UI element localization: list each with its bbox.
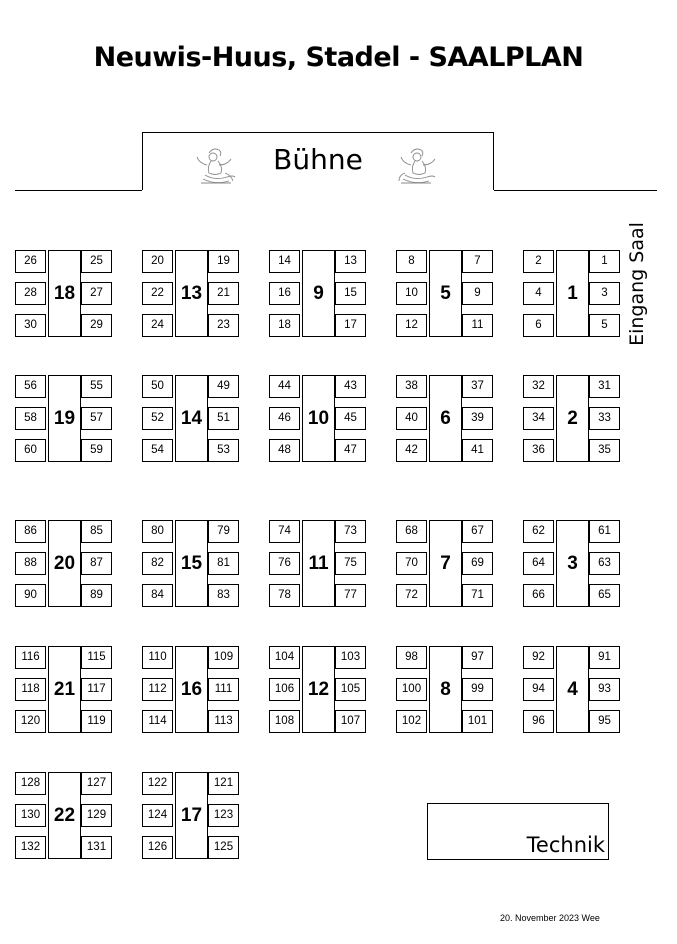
table: [556, 520, 589, 607]
table: [175, 772, 208, 859]
seat: 43: [335, 375, 366, 398]
table-number: 2: [567, 407, 578, 429]
table-group: [15, 772, 112, 859]
seat: 115: [81, 646, 112, 669]
seat: 75: [335, 552, 366, 575]
seat: 63: [589, 552, 620, 575]
seat: 89: [81, 584, 112, 607]
page-title: Neuwis-Huus, Stadel - SAALPLAN: [93, 42, 584, 73]
entrance-label: [620, 220, 654, 348]
seat: 96: [523, 710, 554, 733]
table: [302, 646, 335, 733]
seat: 13: [335, 250, 366, 273]
table: [48, 250, 81, 337]
seat: 29: [81, 314, 112, 337]
seat: 44: [269, 375, 300, 398]
table-number: 17: [180, 804, 203, 826]
table-group: [142, 250, 239, 337]
seat: 55: [81, 375, 112, 398]
table-number: 11: [308, 552, 329, 574]
seat: 48: [269, 439, 300, 462]
seat: 108: [269, 710, 300, 733]
seat: 61: [589, 520, 620, 543]
seat: 102: [396, 710, 427, 733]
seat: 71: [462, 584, 493, 607]
seat: 39: [462, 407, 493, 430]
seat: 124: [142, 804, 173, 827]
seat: 82: [142, 552, 173, 575]
seat: 18: [269, 314, 300, 337]
seat: 129: [81, 804, 112, 827]
seat: 117: [81, 678, 112, 701]
table-number: 13: [180, 282, 203, 304]
seat: 6: [523, 314, 554, 337]
seat: 88: [15, 552, 46, 575]
table-group: [523, 646, 620, 733]
seat: 118: [15, 678, 46, 701]
table-group: [396, 646, 493, 733]
seat: 91: [589, 646, 620, 669]
table-group: [523, 520, 620, 607]
seat: 90: [15, 584, 46, 607]
seat: 95: [589, 710, 620, 733]
seat: 41: [462, 439, 493, 462]
table-number: 4: [567, 678, 578, 700]
table: [429, 375, 462, 462]
seat: 47: [335, 439, 366, 462]
table-number: 10: [307, 407, 330, 429]
seat: 92: [523, 646, 554, 669]
table-group: [142, 646, 239, 733]
seat: 85: [81, 520, 112, 543]
table: [48, 375, 81, 462]
seat: 87: [81, 552, 112, 575]
seat: 107: [335, 710, 366, 733]
seat: 103: [335, 646, 366, 669]
stage-wall-left: [15, 190, 142, 191]
seat: 125: [208, 836, 239, 859]
seat: 20: [142, 250, 173, 273]
table-group: [142, 520, 239, 607]
seat: 5: [589, 314, 620, 337]
table-number: 22: [53, 804, 76, 826]
table-number: 12: [307, 678, 330, 700]
seat: 106: [269, 678, 300, 701]
table-group: [269, 375, 366, 462]
table: [556, 646, 589, 733]
seat: 28: [15, 282, 46, 305]
table-group: [269, 520, 366, 607]
seat: 132: [15, 836, 46, 859]
seat: 53: [208, 439, 239, 462]
table-group: [142, 375, 239, 462]
seat: 76: [269, 552, 300, 575]
seat: 109: [208, 646, 239, 669]
table: [556, 375, 589, 462]
table-number: 7: [440, 552, 451, 574]
seat: 122: [142, 772, 173, 795]
seat: 80: [142, 520, 173, 543]
table: [429, 250, 462, 337]
seat: 11: [462, 314, 493, 337]
seat: 62: [523, 520, 554, 543]
table: [302, 520, 335, 607]
table-number: 8: [440, 678, 451, 700]
table: [429, 520, 462, 607]
seat: 131: [81, 836, 112, 859]
seat: 66: [523, 584, 554, 607]
seat: 33: [589, 407, 620, 430]
seat: 1: [589, 250, 620, 273]
seat: 69: [462, 552, 493, 575]
table-number: 9: [313, 282, 324, 304]
table-number: 6: [440, 407, 451, 429]
seat: 49: [208, 375, 239, 398]
table: [556, 250, 589, 337]
seat: 14: [269, 250, 300, 273]
table-number: 15: [180, 552, 203, 574]
seat: 19: [208, 250, 239, 273]
seat: 51: [208, 407, 239, 430]
seat: 15: [335, 282, 366, 305]
table-number: 16: [180, 678, 203, 700]
technik-label: Technik: [526, 833, 605, 857]
table-number: 1: [567, 282, 578, 304]
table-group: [15, 646, 112, 733]
seat: 36: [523, 439, 554, 462]
seat: 23: [208, 314, 239, 337]
seat: 126: [142, 836, 173, 859]
seat: 77: [335, 584, 366, 607]
seat: 116: [15, 646, 46, 669]
seat: 27: [81, 282, 112, 305]
seat: 105: [335, 678, 366, 701]
table-group: [523, 250, 620, 337]
seat: 110: [142, 646, 173, 669]
technik-area: [427, 803, 609, 860]
seat: 42: [396, 439, 427, 462]
seat: 45: [335, 407, 366, 430]
table-group: [15, 375, 112, 462]
table-group: [269, 646, 366, 733]
stage-label: Bühne: [273, 143, 363, 176]
seat: 111: [208, 678, 239, 701]
seat: 40: [396, 407, 427, 430]
seat: 21: [208, 282, 239, 305]
seat: 68: [396, 520, 427, 543]
seat: 78: [269, 584, 300, 607]
table: [175, 646, 208, 733]
seat: 17: [335, 314, 366, 337]
seat: 123: [208, 804, 239, 827]
table-group: [142, 772, 239, 859]
table-group: [523, 375, 620, 462]
seat: 9: [462, 282, 493, 305]
seat: 25: [81, 250, 112, 273]
seat: 34: [523, 407, 554, 430]
table-number: 18: [53, 282, 76, 304]
table-group: [396, 250, 493, 337]
seat: 113: [208, 710, 239, 733]
seat: 50: [142, 375, 173, 398]
seat: 120: [15, 710, 46, 733]
table-group: [269, 250, 366, 337]
seat: 8: [396, 250, 427, 273]
seat: 84: [142, 584, 173, 607]
seat: 54: [142, 439, 173, 462]
seat: 83: [208, 584, 239, 607]
table: [302, 250, 335, 337]
table-number: 21: [53, 678, 76, 700]
jester-figure-icon: [393, 145, 441, 187]
table-number: 14: [180, 407, 203, 429]
seat: 24: [142, 314, 173, 337]
seat: 3: [589, 282, 620, 305]
table: [175, 520, 208, 607]
seat: 58: [15, 407, 46, 430]
stage: [142, 132, 494, 190]
entrance-text: Eingang Saal: [626, 222, 648, 346]
seat: 7: [462, 250, 493, 273]
seat: 38: [396, 375, 427, 398]
seat: 97: [462, 646, 493, 669]
seat: 101: [462, 710, 493, 733]
seat: 72: [396, 584, 427, 607]
seat: 121: [208, 772, 239, 795]
seat: 52: [142, 407, 173, 430]
seat: 30: [15, 314, 46, 337]
seat: 26: [15, 250, 46, 273]
table: [175, 375, 208, 462]
seat: 22: [142, 282, 173, 305]
table-group: [396, 375, 493, 462]
table: [429, 646, 462, 733]
seat: 74: [269, 520, 300, 543]
seat: 31: [589, 375, 620, 398]
table: [175, 250, 208, 337]
table-group: [15, 520, 112, 607]
seat: 64: [523, 552, 554, 575]
seat: 119: [81, 710, 112, 733]
seat: 60: [15, 439, 46, 462]
seat: 98: [396, 646, 427, 669]
seat: 114: [142, 710, 173, 733]
seat: 127: [81, 772, 112, 795]
seat: 128: [15, 772, 46, 795]
table-group: [15, 250, 112, 337]
footer-date: 20. November 2023 Wee: [500, 913, 600, 923]
seat: 12: [396, 314, 427, 337]
seat: 104: [269, 646, 300, 669]
table-group: [396, 520, 493, 607]
stage-wall-right: [494, 190, 657, 191]
seat: 4: [523, 282, 554, 305]
table: [302, 375, 335, 462]
table-number: 3: [567, 552, 578, 574]
seat: 57: [81, 407, 112, 430]
seat: 70: [396, 552, 427, 575]
seat: 56: [15, 375, 46, 398]
seat: 59: [81, 439, 112, 462]
table: [48, 646, 81, 733]
seat: 79: [208, 520, 239, 543]
table: [48, 772, 81, 859]
seat: 2: [523, 250, 554, 273]
seat: 94: [523, 678, 554, 701]
seat: 73: [335, 520, 366, 543]
seat: 37: [462, 375, 493, 398]
seat: 65: [589, 584, 620, 607]
seat: 100: [396, 678, 427, 701]
seat: 10: [396, 282, 427, 305]
seat: 16: [269, 282, 300, 305]
seat: 35: [589, 439, 620, 462]
table-number: 5: [440, 282, 451, 304]
seat: 32: [523, 375, 554, 398]
seat: 99: [462, 678, 493, 701]
seat: 130: [15, 804, 46, 827]
seat: 93: [589, 678, 620, 701]
table-number: 20: [53, 552, 76, 574]
seat: 86: [15, 520, 46, 543]
table-number: 19: [53, 407, 76, 429]
seat: 81: [208, 552, 239, 575]
seat: 67: [462, 520, 493, 543]
seat: 112: [142, 678, 173, 701]
seat: 46: [269, 407, 300, 430]
table: [48, 520, 81, 607]
